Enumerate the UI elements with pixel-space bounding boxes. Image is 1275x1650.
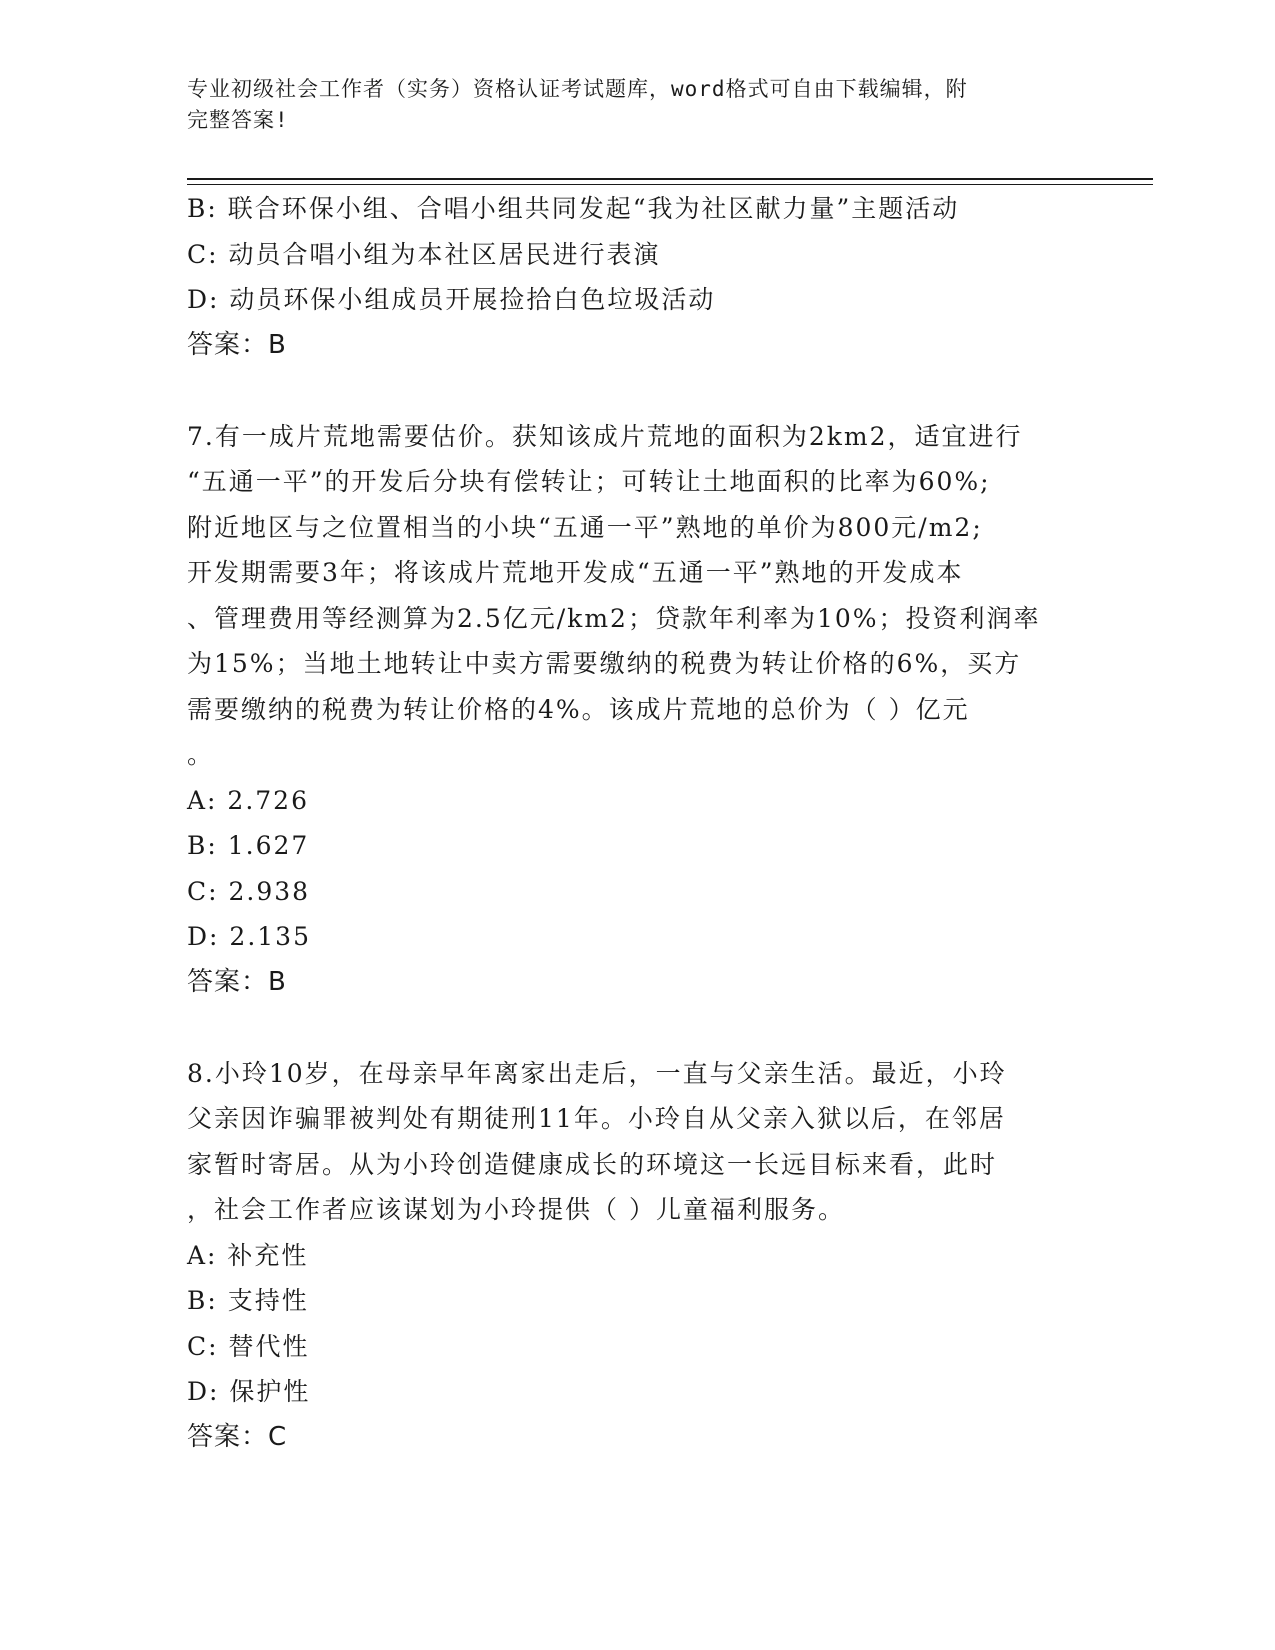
q7-option-d: D: 2.135 (187, 922, 311, 951)
header-rule-thick (187, 178, 1153, 180)
q6-option-d: D: 动员环保小组成员开展捡拾白色垃圾活动 (187, 285, 716, 314)
q7-stem-line: 、管理费用等经测算为2.5亿元/km2；贷款年利率为10%；投资利润率 (187, 603, 1041, 633)
q8-stem-line: ，社会工作者应该谋划为小玲提供（ ）儿童福利服务。 (187, 1195, 845, 1224)
header-rule-thin (187, 184, 1153, 185)
q8-option-a: A: 补充性 (187, 1240, 309, 1270)
header-line-1: 专业初级社会工作者（实务）资格认证考试题库，word格式可自由下载编辑，附 (187, 77, 968, 101)
spacer (187, 1005, 1087, 1051)
q7-stem-line: “五通一平”的开发后分块有偿转让；可转让土地面积的比率为60%; (187, 467, 991, 496)
document-header (187, 74, 1067, 136)
q7-option-b: B: 1.627 (187, 831, 310, 860)
q6-answer: 答案：B (187, 329, 287, 360)
q8-option-b: B: 支持性 (187, 1286, 309, 1315)
q8-stem-line: 父亲因诈骗罪被判处有期徒刑11年。小玲自从父亲入狱以后，在邻居 (187, 1104, 1006, 1133)
q7-stem-line: 开发期需要3年；将该成片荒地开发成“五通一平”熟地的开发成本 (187, 558, 964, 587)
document-body (187, 186, 1087, 1460)
header-line-2: 完整答案! (187, 108, 289, 132)
question-8 (187, 1051, 1087, 1461)
q7-stem-line: 。 (187, 740, 215, 769)
q6-option-b: B: 联合环保小组、合唱小组共同发起“我为社区献力量”主题活动 (187, 194, 960, 223)
q8-stem-line: 家暂时寄居。从为小玲创造健康成长的环境这一长远目标来看，此时 (187, 1149, 998, 1179)
q7-stem-line: 需要缴纳的税费为转让价格的4%。该成片荒地的总价为（ ）亿元 (187, 694, 970, 724)
spacer (187, 368, 1087, 414)
q7-option-a: A: 2.726 (187, 785, 309, 815)
q7-stem-line: 7.有一成片荒地需要估价。获知该成片荒地的面积为2km2，适宜进行 (187, 421, 1023, 451)
q8-option-d: D: 保护性 (187, 1377, 311, 1406)
question-6 (187, 186, 1087, 368)
q7-stem-line: 为15%；当地土地转让中卖方需要缴纳的税费为转让价格的6%，买方 (187, 649, 1022, 678)
q8-stem-line: 8.小玲10岁，在母亲早年离家出走后，一直与父亲生活。最近，小玲 (187, 1058, 1007, 1088)
q7-answer: 答案：B (187, 966, 287, 997)
q8-answer: 答案：C (187, 1421, 288, 1452)
q6-option-c: C: 动员合唱小组为本社区居民进行表演 (187, 239, 661, 269)
q7-option-c: C: 2.938 (187, 876, 311, 906)
q8-option-c: C: 替代性 (187, 1331, 310, 1361)
question-7 (187, 414, 1087, 1006)
q7-stem-line: 附近地区与之位置相当的小块“五通一平”熟地的单价为800元/m2; (187, 512, 983, 542)
